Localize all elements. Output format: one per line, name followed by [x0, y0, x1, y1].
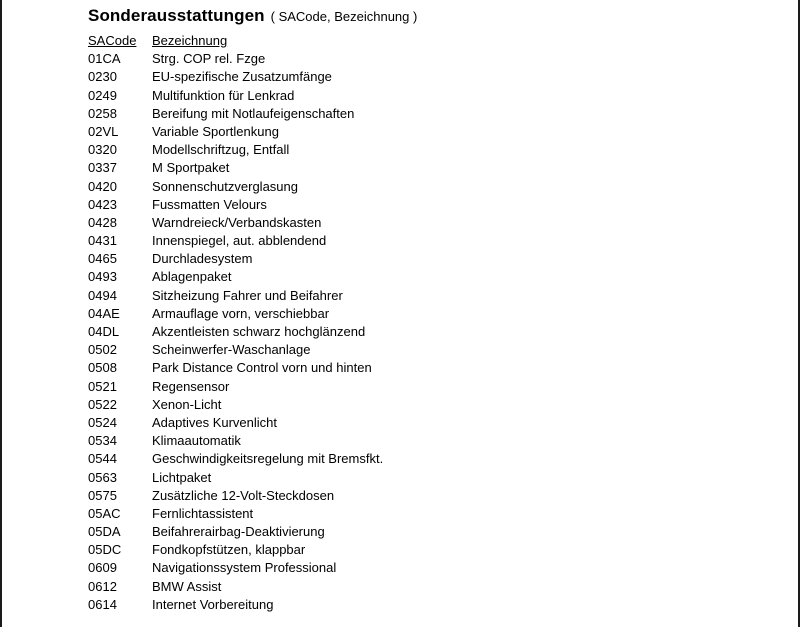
- sa-code: 0521: [88, 378, 117, 394]
- equipment-name: Warndreieck/Verbandskasten: [152, 214, 322, 230]
- table-row: [88, 123, 588, 141]
- sa-code: 04DL: [88, 324, 120, 339]
- table-row: [88, 87, 588, 105]
- equipment-name: Internet Vorbereitung: [152, 596, 274, 612]
- equipment-name: Variable Sportlenkung: [152, 123, 279, 139]
- sa-code: 0230: [88, 69, 117, 85]
- equipment-name: Sonnenschutzverglasung: [152, 178, 298, 194]
- equipment-name: Geschwindigkeitsregelung mit Bremsfkt.: [152, 451, 384, 467]
- equipment-name: Navigationssystem Professional: [152, 560, 337, 576]
- sa-code: 0612: [88, 578, 117, 594]
- sa-code: 0249: [88, 87, 117, 103]
- table-row: [88, 378, 588, 396]
- table-row: [88, 432, 588, 450]
- table-row: [88, 305, 588, 323]
- sa-code: 0614: [88, 596, 117, 612]
- sa-code: 01CA: [88, 51, 121, 67]
- table-row: [88, 50, 588, 68]
- sa-code: 0609: [88, 560, 117, 576]
- equipment-name: Armauflage vorn, verschiebbar: [152, 305, 330, 321]
- equipment-name: Klimaautomatik: [152, 433, 241, 449]
- sa-code: 0544: [88, 451, 117, 467]
- sa-code: 0493: [88, 269, 117, 285]
- table-row: [88, 469, 588, 487]
- table-row: [88, 450, 588, 468]
- table-row: [88, 141, 588, 159]
- equipment-name: Innenspiegel, aut. abblendend: [152, 233, 327, 249]
- sa-code: 0524: [88, 414, 117, 430]
- table-row: [88, 214, 588, 232]
- table-row: [88, 359, 588, 377]
- equipment-name: Park Distance Control vorn und hinten: [152, 360, 372, 376]
- equipment-name: Modellschriftzug, Entfall: [152, 142, 290, 158]
- sa-code: 0465: [88, 251, 117, 267]
- equipment-name: Strg. COP rel. Fzge: [152, 51, 266, 67]
- sa-code: 0534: [88, 433, 117, 449]
- table-row: [88, 487, 588, 505]
- table-row: [88, 268, 588, 286]
- sa-code: 0575: [88, 487, 117, 503]
- equipment-name: Scheinwerfer-Waschanlage: [152, 342, 311, 358]
- left-border: [0, 0, 2, 627]
- sa-code: 0522: [88, 396, 117, 412]
- column-header-bezeichnung: Bezeichnung: [152, 33, 228, 48]
- equipment-name: Regensensor: [152, 378, 230, 394]
- sa-code: 0431: [88, 233, 117, 249]
- equipment-name: Xenon-Licht: [152, 396, 222, 412]
- sa-code: 0337: [88, 160, 117, 176]
- table-row: [88, 341, 588, 359]
- table-body: [88, 50, 588, 614]
- equipment-name: Ablagenpaket: [152, 269, 232, 285]
- sa-code: 04AE: [88, 305, 120, 321]
- table-row: [88, 559, 588, 577]
- sa-code: 0563: [88, 469, 117, 485]
- sa-code: 05AC: [88, 505, 121, 521]
- table-row: [88, 396, 588, 414]
- equipment-name: Fussmatten Velours: [152, 196, 267, 212]
- equipment-name: Sitzheizung Fahrer und Beifahrer: [152, 287, 343, 303]
- equipment-table: [88, 32, 588, 614]
- equipment-name: M Sportpaket: [152, 160, 230, 176]
- equipment-name: Fondkopfstützen, klappbar: [152, 542, 306, 558]
- table-row: [88, 323, 588, 341]
- equipment-name: Bereifung mit Notlaufeigenschaften: [152, 105, 355, 121]
- equipment-name: Zusätzliche 12-Volt-Steckdosen: [152, 487, 335, 503]
- equipment-name: BMW Assist: [152, 578, 222, 594]
- sa-code: 0494: [88, 287, 117, 303]
- equipment-name: Akzentleisten schwarz hochglänzend: [152, 324, 366, 339]
- table-row: [88, 505, 588, 523]
- table-row: [88, 105, 588, 123]
- sa-code: 0258: [88, 105, 117, 121]
- equipment-name: Adaptives Kurvenlicht: [152, 414, 278, 430]
- table-row: [88, 68, 588, 86]
- sa-code: 0502: [88, 342, 117, 358]
- sa-code: 0420: [88, 178, 117, 194]
- page-title: Sonderausstattungen: [88, 6, 265, 25]
- sa-code: 02VL: [88, 123, 119, 139]
- sa-code: 05DC: [88, 542, 122, 558]
- table-row: [88, 250, 588, 268]
- equipment-name: Beifahrerairbag-Deaktivierung: [152, 524, 325, 540]
- sa-code: 05DA: [88, 524, 121, 540]
- page-subtitle: ( SACode, Bezeichnung ): [270, 9, 418, 24]
- table-row: [88, 287, 588, 305]
- table-row: [88, 414, 588, 432]
- equipment-name: Durchladesystem: [152, 251, 253, 267]
- equipment-name: Fernlichtassistent: [152, 505, 254, 521]
- column-header-sacode: SACode: [88, 33, 137, 48]
- table-row: [88, 232, 588, 250]
- table-row: [88, 196, 588, 214]
- sa-code: 0320: [88, 142, 117, 158]
- sa-code: 0508: [88, 360, 117, 376]
- table-row: [88, 178, 588, 196]
- page-heading: [88, 6, 417, 26]
- table-row: [88, 596, 588, 614]
- equipment-name: Multifunktion für Lenkrad: [152, 87, 295, 103]
- table-row: [88, 578, 588, 596]
- table-row: [88, 159, 588, 177]
- equipment-name: Lichtpaket: [152, 469, 212, 485]
- table-row: [88, 541, 588, 559]
- sa-code: 0423: [88, 196, 117, 212]
- table-row: [88, 523, 588, 541]
- sa-code: 0428: [88, 214, 117, 230]
- equipment-name: EU-spezifische Zusatzumfänge: [152, 69, 332, 85]
- table-header: [88, 32, 588, 50]
